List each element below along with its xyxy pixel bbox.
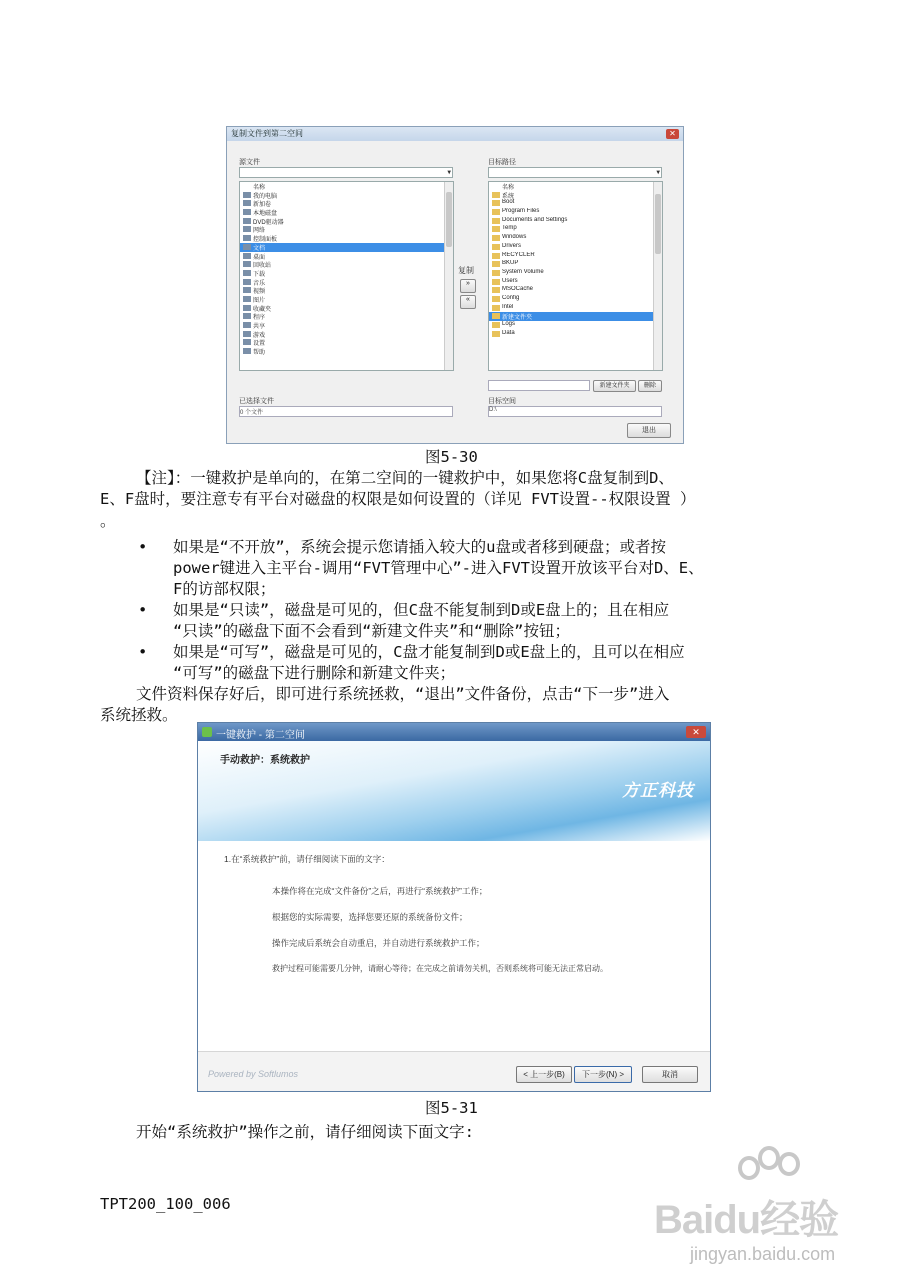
folder-icon — [492, 296, 500, 302]
prev-button[interactable]: < 上一步(B) — [516, 1066, 572, 1083]
folder-icon — [492, 200, 500, 206]
new-folder-button[interactable]: 新建文件夹 — [593, 380, 636, 392]
list-item-label: Users — [502, 277, 518, 284]
list-item-label: Config — [502, 294, 520, 301]
list-item[interactable] — [240, 295, 453, 304]
selected-files-value: 0 个文件 — [239, 406, 453, 417]
list-item-label: 新加卷 — [253, 202, 272, 209]
list-item[interactable] — [489, 199, 662, 208]
list-item-label: Data — [502, 329, 515, 336]
copy-label: 复制 — [458, 266, 474, 275]
wizard-title-bar — [198, 723, 710, 741]
folder-icon — [492, 192, 500, 198]
list-item[interactable] — [240, 312, 453, 321]
list-item[interactable] — [240, 304, 453, 313]
list-item[interactable] — [240, 330, 453, 339]
drive-icon — [243, 287, 251, 293]
list-item-label: 系统 — [502, 193, 515, 200]
list-item-label: 网络 — [253, 228, 266, 235]
target-folder-list[interactable] — [488, 181, 663, 371]
brand-logo: 方正科技 — [622, 781, 694, 800]
selected-files-label: 已选择文件 — [239, 398, 274, 405]
path-input[interactable] — [488, 380, 590, 391]
list-item[interactable] — [489, 208, 662, 217]
list-item[interactable] — [240, 278, 453, 287]
list-item[interactable] — [240, 269, 453, 278]
folder-icon — [492, 235, 500, 241]
list-header — [240, 182, 453, 191]
list-item-label: 游戏 — [253, 332, 266, 339]
bullet-2-line-2: “只读”的磁盘下面不会看到“新建文件夹”和“删除”按钮； — [173, 622, 570, 640]
list-item[interactable] — [240, 338, 453, 347]
list-header — [489, 182, 662, 191]
list-item[interactable] — [240, 208, 453, 217]
folder-icon — [492, 305, 500, 311]
bullet-2-line-1: 如果是“只读”，磁盘是可见的，但C盘不能复制到D或E盘上的；且在相应 — [173, 601, 670, 619]
instruction-line-2: 根据您的实际需要，选择您要还原的系统备份文件； — [272, 912, 468, 922]
list-item-label: DVD驱动器 — [253, 219, 284, 226]
drive-icon — [243, 192, 251, 198]
delete-button[interactable]: 删除 — [638, 380, 662, 392]
watermark-brand: Baidu经验 — [654, 1198, 839, 1242]
drive-icon — [243, 209, 251, 215]
list-item-label: Logs — [502, 321, 516, 327]
bullet-icon: • — [138, 538, 148, 556]
list-item-label: RECYCLER — [502, 251, 535, 258]
target-space-label: 目标空间 — [488, 398, 516, 405]
list-item[interactable] — [489, 286, 662, 295]
folder-icon — [492, 244, 500, 250]
list-item-label: 帮助 — [253, 350, 266, 356]
baidu-jingyan-watermark — [646, 1138, 886, 1278]
banner-title: 手动救护：系统救护 — [220, 755, 310, 766]
bullet-3-line-1: 如果是“可写”，磁盘是可见的，C盘才能复制到D或E盘上的，且可以在相应 — [173, 643, 685, 661]
drive-icon — [243, 296, 251, 302]
after-figure-text: 开始“系统救护”操作之前，请仔细阅读下面文字: — [136, 1123, 474, 1141]
para2-line-2: 系统拯救。 — [100, 706, 178, 724]
bullet-icon: • — [138, 643, 148, 661]
chevron-down-icon: ▼ — [656, 169, 660, 176]
target-drive-select[interactable] — [488, 167, 662, 178]
list-item[interactable] — [489, 260, 662, 269]
list-item-label: 视频 — [253, 289, 266, 295]
drive-icon — [243, 339, 251, 345]
list-item[interactable] — [240, 225, 453, 234]
drive-icon — [243, 322, 251, 328]
list-item[interactable] — [240, 252, 453, 261]
close-icon[interactable]: ✕ — [686, 726, 706, 738]
folder-icon — [492, 270, 500, 276]
figure-caption-5-31: 图5-31 — [425, 1099, 478, 1117]
list-item-label: MSOCache — [502, 286, 534, 293]
list-item-label: 名称 — [502, 185, 515, 191]
drive-icon — [243, 313, 251, 319]
list-item[interactable] — [489, 312, 662, 321]
cancel-button[interactable]: 取消 — [642, 1066, 698, 1083]
list-item-label: Boot — [502, 199, 515, 206]
list-item-label: BKUP — [502, 260, 519, 267]
file-copy-dialog — [226, 126, 684, 444]
list-item-label: 桌面 — [253, 254, 266, 261]
folder-icon — [492, 253, 500, 259]
instruction-line-1: 本操作将在完成“文件备份”之后，再进行“系统救护”工作； — [272, 886, 488, 896]
list-item[interactable] — [240, 234, 453, 243]
copy-back-button[interactable]: « — [460, 295, 476, 309]
list-item-label: 新建文件夹 — [502, 315, 533, 321]
bullet-icon: • — [138, 601, 148, 619]
note-line-1: 【注】：一键救护是单向的，在第二空间的一键救护中，如果您将C盘复制到D、 — [136, 469, 674, 487]
watermark-url: jingyan.baidu.com — [690, 1244, 836, 1264]
source-file-list[interactable] — [239, 181, 454, 371]
list-item[interactable] — [489, 295, 662, 304]
folder-icon — [492, 313, 500, 319]
copy-arrow-button[interactable]: » — [460, 279, 476, 293]
drive-icon — [243, 235, 251, 241]
chevron-down-icon: ▼ — [447, 169, 451, 176]
folder-icon — [492, 279, 500, 285]
folder-icon — [492, 218, 500, 224]
close-icon[interactable]: ✕ — [666, 129, 679, 139]
list-item-label: 名称 — [253, 185, 266, 191]
list-item[interactable] — [240, 347, 453, 356]
drive-icon — [243, 253, 251, 259]
paw-icon — [778, 1152, 800, 1176]
document-footer-code: TPT200_100_006 — [100, 1195, 231, 1213]
folder-icon — [492, 287, 500, 293]
list-item-label: Windows — [502, 234, 527, 241]
list-item[interactable] — [489, 278, 662, 287]
drive-icon — [243, 200, 251, 206]
drive-icon — [243, 279, 251, 285]
list-item-label: 控制面板 — [253, 237, 278, 243]
folder-icon — [492, 261, 500, 267]
list-item-label: System Volume — [502, 268, 544, 275]
folder-icon — [492, 331, 500, 337]
drive-icon — [243, 226, 251, 232]
bullet-3-line-2: “可写”的磁盘下进行删除和新建文件夹； — [173, 664, 456, 682]
list-item[interactable] — [240, 191, 453, 200]
app-icon — [202, 727, 212, 737]
drive-icon — [243, 331, 251, 337]
paw-icon — [738, 1156, 760, 1180]
folder-icon — [492, 322, 500, 328]
list-item[interactable] — [240, 260, 453, 269]
drive-icon — [243, 305, 251, 311]
drive-icon — [243, 348, 251, 354]
figure-caption-5-30: 图5-30 — [425, 448, 478, 466]
list-item[interactable] — [240, 199, 453, 208]
list-item-label: 共享 — [253, 324, 266, 330]
list-item-label: 我的电脑 — [253, 193, 278, 200]
target-scrollbar[interactable] — [653, 182, 662, 370]
wizard-title: 一键救护 - 第二空间 — [216, 730, 305, 741]
source-label: 源文件 — [239, 159, 260, 166]
drive-icon — [243, 270, 251, 276]
list-item[interactable] — [489, 304, 662, 313]
list-item[interactable] — [240, 286, 453, 295]
source-drive-select[interactable] — [239, 167, 453, 178]
instruction-line-4: 救护过程可能需要几分钟，请耐心等待；在完成之前请勿关机，否则系统将可能无法正常启动。 — [272, 964, 608, 973]
list-item-label: 本地磁盘 — [253, 211, 278, 217]
list-item-label: Program Files — [502, 208, 540, 215]
next-button[interactable]: 下一步(N) > — [574, 1066, 632, 1083]
intro-text: 1.在“系统救护”前，请仔细阅读下面的文字： — [224, 854, 390, 864]
list-item-label: Drivers — [502, 242, 521, 249]
paw-icon — [758, 1146, 780, 1170]
bullet-1-line-2: power键进入主平台-调用“FVT管理中心”-进入FVT设置开放该平台对D、E、 — [173, 559, 704, 577]
list-item-label: 音乐 — [253, 280, 266, 287]
dialog-title: 复制文件到第二空间 — [231, 129, 303, 138]
powered-by-text: Powered by Softlumos — [208, 1069, 299, 1079]
list-item-label: 程序 — [253, 315, 266, 321]
drive-icon — [243, 244, 251, 250]
list-item-label: 收藏夹 — [253, 306, 272, 313]
target-label: 目标路径 — [488, 159, 516, 166]
list-item[interactable] — [489, 243, 662, 252]
bullet-1-line-3: F的访部权限； — [173, 580, 276, 598]
list-item-label: Intel — [502, 303, 514, 310]
list-item-label: 回收站 — [253, 263, 272, 269]
list-item[interactable] — [240, 321, 453, 330]
list-item-label: 文档 — [253, 245, 266, 252]
list-item[interactable] — [489, 321, 662, 330]
drive-icon — [243, 261, 251, 267]
folder-icon — [492, 209, 500, 215]
list-item-label: 下载 — [253, 271, 266, 278]
source-scrollbar[interactable] — [444, 182, 453, 370]
exit-button[interactable]: 退出 — [627, 423, 671, 438]
rescue-wizard-dialog — [197, 722, 711, 1092]
list-item[interactable] — [489, 191, 662, 200]
list-item-label: 设置 — [253, 341, 266, 348]
drive-icon — [243, 218, 251, 224]
list-item-label: Temp — [502, 225, 517, 232]
para2-line-1: 文件资料保存好后，即可进行系统拯救，“退出”文件备份，点击“下一步”进入 — [136, 685, 670, 703]
list-item[interactable] — [489, 217, 662, 226]
list-item[interactable] — [489, 269, 662, 278]
list-item[interactable] — [489, 225, 662, 234]
list-item[interactable] — [489, 330, 662, 339]
bullet-1-line-1: 如果是“不开放”，系统会提示您请插入较大的u盘或者移到硬盘；或者按 — [173, 538, 666, 556]
list-item[interactable] — [489, 252, 662, 261]
note-line-3: 。 — [100, 512, 116, 530]
list-item[interactable] — [240, 217, 453, 226]
dialog-title-bar — [227, 127, 683, 141]
list-item-label: Documents and Settings — [502, 216, 568, 223]
note-line-2: E、F盘时，要注意专有平台对磁盘的权限是如何设置的（详见 FVT设置--权限设置 ） — [100, 490, 696, 508]
target-space-value: D:\ — [488, 406, 662, 417]
list-item[interactable] — [240, 243, 453, 252]
folder-icon — [492, 226, 500, 232]
list-item-label: 图片 — [253, 297, 266, 304]
instruction-line-3: 操作完成后系统会自动重启，并自动进行系统救护工作； — [272, 938, 485, 948]
list-item[interactable] — [489, 234, 662, 243]
wizard-body — [198, 841, 710, 1051]
